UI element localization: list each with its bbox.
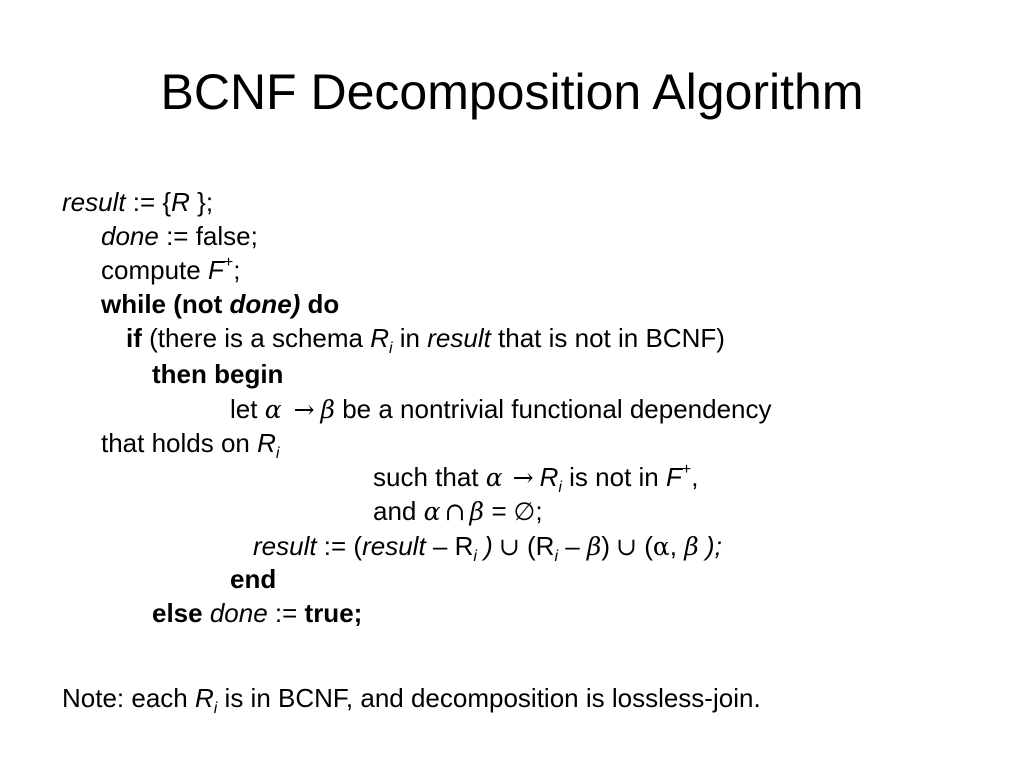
- algo-line-while: while (not done) do: [101, 289, 340, 319]
- algo-line-let: let α → β be a nontrivial functional dependency: [230, 394, 772, 424]
- beta-symbol: β: [320, 395, 335, 424]
- algo-line-compute: compute F+;: [101, 254, 241, 285]
- note-line: Note: each $R_i$ is in BCNF, and decomposition is lossless-join.: [62, 683, 761, 717]
- algo-line-if: if (there is a schema $R_i$ in result that is not in BCNF): [126, 323, 725, 357]
- algo-line-holds-on: that holds on $R_i$: [101, 428, 280, 462]
- algo-line-else: else done := true;: [152, 598, 363, 628]
- algo-line-result-update: result := (result – $R_i$ ) ∪ $(R_i - \beta)$ ∪ (α, β );: [253, 531, 722, 565]
- algo-line-such-that: such that $\alpha \to R_i$ is not in F+,: [373, 461, 699, 496]
- algo-line-then-begin: then begin: [152, 359, 284, 389]
- algo-line-result-init: result := {R };: [62, 187, 214, 217]
- algo-line-done-init: done := false;: [101, 221, 258, 251]
- arrow-symbol: →: [293, 395, 315, 424]
- algo-line-end: end: [230, 564, 277, 594]
- alpha-symbol: α: [264, 395, 282, 424]
- slide-title: BCNF Decomposition Algorithm: [160, 64, 864, 120]
- algo-line-and: and α ∩ β = ∅;: [373, 496, 543, 526]
